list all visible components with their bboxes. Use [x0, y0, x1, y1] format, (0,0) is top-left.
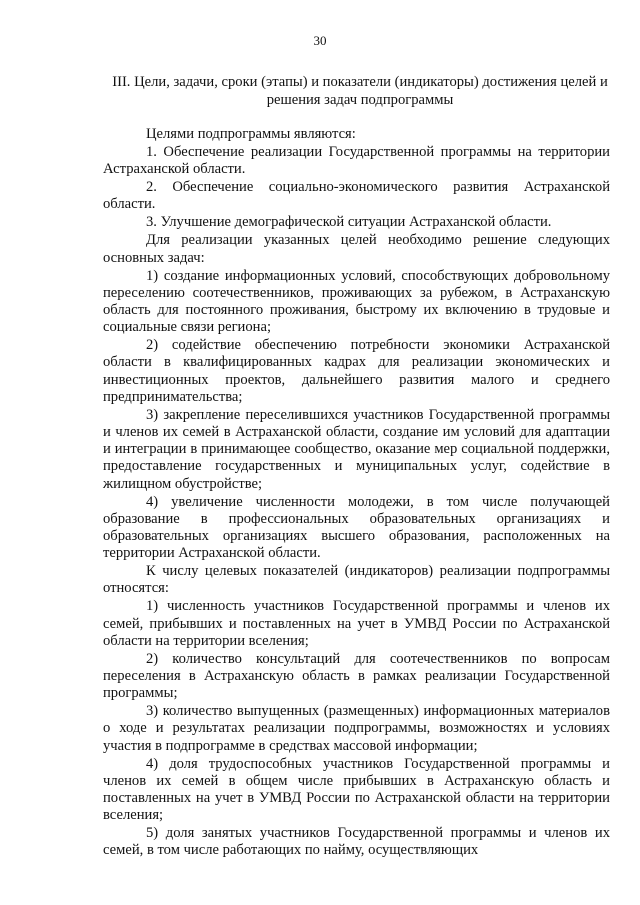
paragraph-indicator-5: 5) доля занятых участников Государственной программы и членов их семей, в том числе работающих по найму, осуществляющих: [103, 825, 610, 859]
section-heading: III. Цели, задачи, сроки (этапы) и показатели (индикаторы) достижения целей и решения задач подпрограммы: [112, 74, 608, 108]
paragraph-indicators-intro: К числу целевых показателей (индикаторов) реализации подпрограммы относятся:: [103, 563, 610, 597]
paragraph-task-1: 1) создание информационных условий, способствующих добровольному переселению соотечественников, проживающих за рубежом, в Астраханскую область для постоянного проживания, быстрому их включению в трудовые и социальные связи региона;: [103, 267, 610, 336]
paragraph-task-4: 4) увеличение численности молодежи, в том числе получающей образование в профессиональных образовательных организациях и образовательных организациях высшего образования, расположенных на территории Астраханской области.: [103, 493, 610, 562]
paragraph-indicator-4: 4) доля трудоспособных участников Государственной программы и членов их семей в общем числе прибывших в Астраханскую область и поставленных на учет в УМВД России по Астраханской области на территории вселения;: [103, 755, 610, 824]
paragraph-indicator-2: 2) количество консультаций для соотечественников по вопросам переселения в Астраханскую область в рамках реализации Государственной программы;: [103, 650, 610, 702]
paragraph-task-3: 3) закрепление переселившихся участников Государственной программы и членов их семей в Астраханской области, создание им условий для адаптации и интеграции в принимающее сообщество, оказание мер социальной поддержки, предоставление государственных и муниципальных услуг, содействие в жилищном обустройстве;: [103, 406, 610, 492]
paragraph-task-2: 2) содействие обеспечению потребности экономики Астраханской области в квалифицированных кадрах для реализации экономических и инвестиционных проектов, дальнейшего развития малого и среднего предпринимательства;: [103, 337, 610, 405]
paragraph-goal-2: 2. Обеспечение социально-экономического развития Астраханской области.: [103, 179, 610, 213]
page-number: 30: [313, 33, 327, 48]
paragraph-goal-1: 1. Обеспечение реализации Государственной программы на территории Астраханской области.: [103, 144, 610, 178]
paragraph-tasks-intro: Для реализации указанных целей необходимо решение следующих основных задач:: [103, 232, 610, 266]
document-body: [103, 126, 610, 860]
paragraph-goals-intro: Целями подпрограммы являются:: [146, 126, 356, 142]
paragraph-goal-3: 3. Улучшение демографической ситуации Астраханской области.: [146, 214, 552, 231]
paragraph-indicator-1: 1) численность участников Государственной программы и членов их семей, прибывших и поставленных на учет в УМВД России по Астраханской области на территории вселения;: [103, 598, 610, 649]
paragraph-indicator-3: 3) количество выпущенных (размещенных) информационных материалов о ходе и результатах реализации подпрограммы, возможностях и условиях участия в подпрограмме в средствах массовой информации;: [103, 703, 610, 754]
